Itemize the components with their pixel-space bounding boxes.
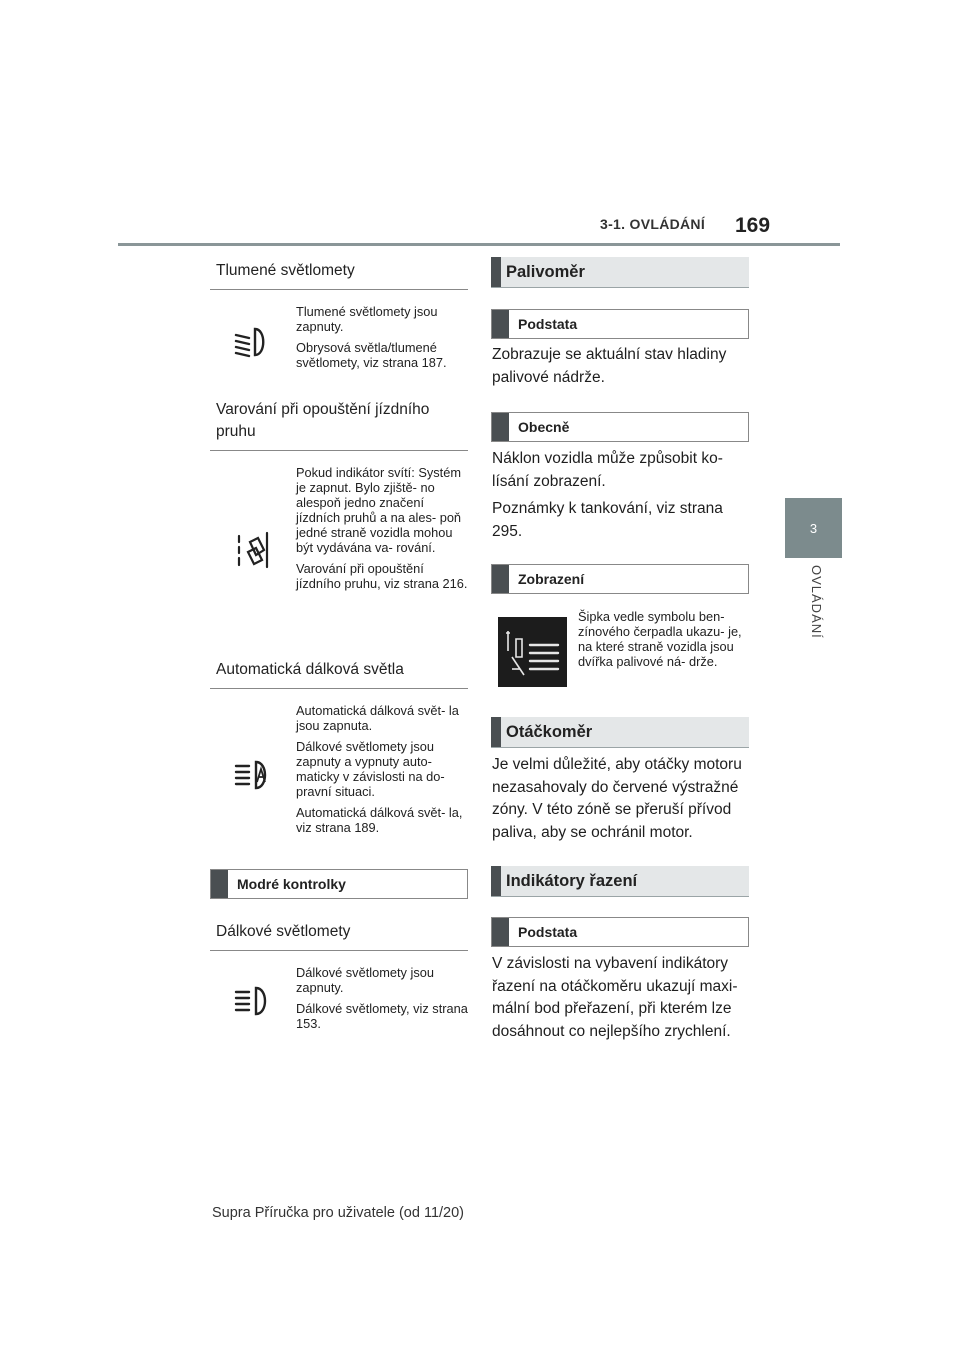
shift-indicator-heading-label: Indikátory řazení <box>506 871 638 890</box>
general-box-label: Obecně <box>518 419 570 435</box>
lane-warning-text <box>296 465 468 597</box>
display-text-para: Šipka vedle symbolu ben- zínového čerpadla ukazu- je, na které straně vozidla jsou dvířka palivové ná- drže. <box>578 609 742 669</box>
tachometer-text-para: Je velmi důležité, aby otáčky motoru nezasahovaly do červené výstražné zóny. V této zóně se přeruší přívod paliva, aby se ochránil motor. <box>492 756 742 841</box>
basics-box-2 <box>491 917 749 947</box>
chapter-label: OVLÁDÁNÍ <box>809 565 824 639</box>
heading-marker <box>491 257 501 287</box>
general-text-2: Poznámky k tankování, viz strana 295. <box>492 500 723 540</box>
auto-high-beam-text-3: Automatická dálková svět- la, viz strana 189. <box>296 805 463 835</box>
chapter-tab[interactable]: 3 <box>785 498 842 558</box>
high-beam-icon <box>233 986 271 1016</box>
heading-marker <box>491 717 501 747</box>
high-beam-text-1: Dálkové světlomety jsou zapnuty. <box>296 965 434 995</box>
heading-marker <box>492 310 509 338</box>
shift-text <box>492 953 754 1048</box>
heading-marker <box>492 565 509 593</box>
fuel-gauge-heading-label: Palivoměr <box>506 262 585 281</box>
auto-high-beam-text-1: Automatická dálková svět- la jsou zapnuta. <box>296 703 459 733</box>
auto-high-beam-title: Automatická dálková světla <box>210 659 468 689</box>
basics-box-2-label: Podstata <box>518 924 578 940</box>
general-box <box>491 412 749 442</box>
fuel-text-para: Zobrazuje se aktuální stav hladiny palivové nádrže. <box>492 346 727 386</box>
lane-warning-text-1: Pokud indikátor svítí: Systém je zapnut. Bylo zjiště- no alespoň jedno značení jízdních pruhů a na ales- poň jedné straně vozidla mohou být vydávána va- rování. <box>296 465 462 555</box>
fuel-display-image <box>498 617 567 687</box>
shift-indicator-heading <box>491 866 749 897</box>
lane-warning-title: Varování při opouštění jízdního pruhu <box>210 399 468 451</box>
dipped-beam-text-1: Tlumené světlomety jsou zapnuty. <box>296 304 438 334</box>
high-beam-text-2: Dálkové světlomety, viz strana 153. <box>296 1001 468 1031</box>
general-text-1: Náklon vozidla může způsobit ko- lísání zobrazení. <box>492 450 723 490</box>
display-box <box>491 564 749 594</box>
dipped-beam-text-2: Obrysová světla/tlumené světlomety, viz strana 187. <box>296 340 447 370</box>
high-beam-text <box>296 965 468 1037</box>
heading-marker <box>491 866 501 896</box>
lane-warning-text-2: Varování při opouštění jízdního pruhu, viz strana 216. <box>296 561 468 591</box>
heading-marker <box>211 870 228 898</box>
auto-high-beam-icon <box>233 760 271 790</box>
high-beam-title: Dálkové světlomety <box>210 921 468 951</box>
header-rule <box>118 243 840 246</box>
section-title: 3-1. OVLÁDÁNÍ <box>600 216 706 232</box>
auto-high-beam-text <box>296 703 468 841</box>
tachometer-text <box>492 754 754 849</box>
display-text <box>578 609 748 675</box>
basics-box <box>491 309 749 339</box>
auto-high-beam-text-2: Dálkové světlomety jsou zapnuty a vypnuty auto- maticky v závislosti na do- pravní situaci. <box>296 739 445 799</box>
fuel-pump-arrow-icon <box>498 617 567 687</box>
dipped-beam-icon <box>233 326 269 358</box>
footer-text: Supra Příručka pro uživatele (od 11/20) <box>212 1205 465 1221</box>
blue-lights-heading <box>210 869 468 899</box>
heading-marker <box>492 413 509 441</box>
fuel-gauge-heading <box>491 257 749 288</box>
lane-departure-icon <box>236 530 272 570</box>
heading-marker <box>492 918 509 946</box>
tachometer-heading <box>491 717 749 748</box>
dipped-beam-text <box>296 304 468 376</box>
general-text <box>492 448 754 548</box>
page-number: 169 <box>735 214 771 237</box>
fuel-text <box>492 344 754 394</box>
shift-text-para: V závislosti na vybavení indikátory řazení na otáčkoměru ukazují maxi- mální bod přeřazení, při kterém lze dosáhnout co nejlepšího zrychlení. <box>492 955 738 1040</box>
blue-lights-heading-label: Modré kontrolky <box>237 876 346 892</box>
tachometer-heading-label: Otáčkoměr <box>506 722 593 741</box>
display-box-label: Zobrazení <box>518 571 585 587</box>
basics-box-label: Podstata <box>518 316 578 332</box>
dipped-beam-title: Tlumené světlomety <box>210 260 468 290</box>
